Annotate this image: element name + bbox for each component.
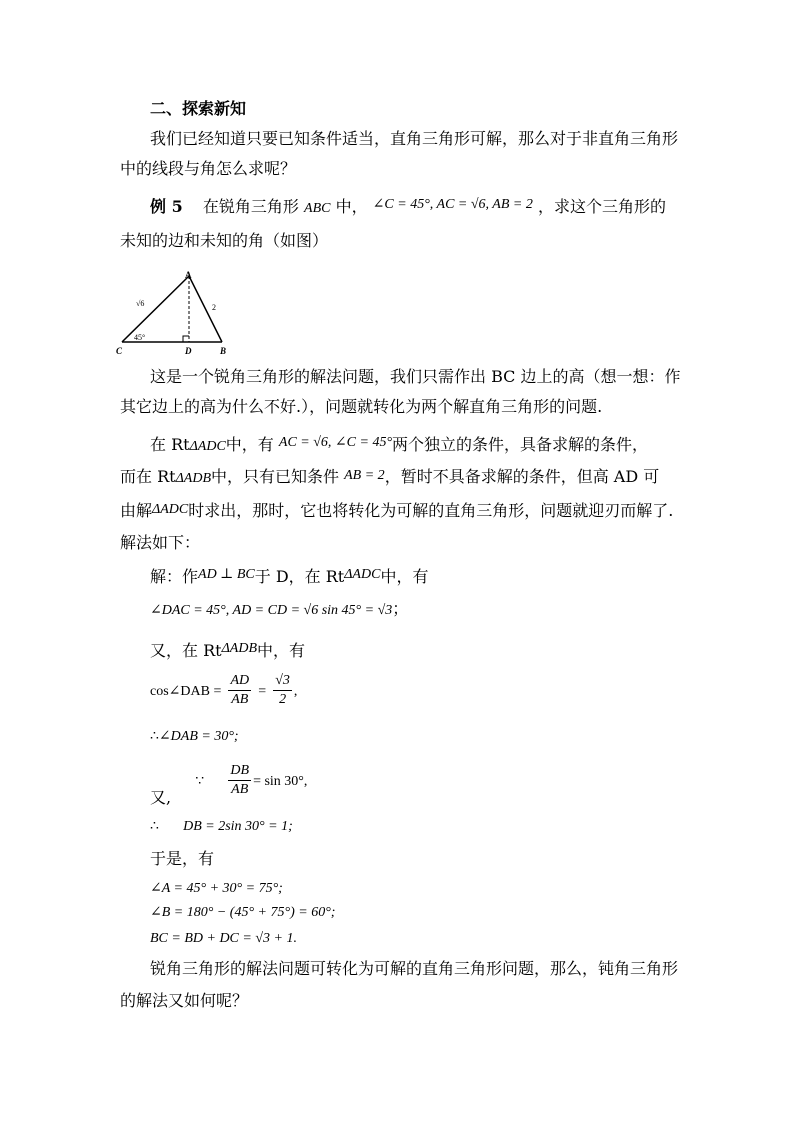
example5-line-2: 未知的边和未知的角（如图） <box>120 231 329 250</box>
para1-line-1: 这是一个锐角三角形的解法问题，我们只需作出 BC 边上的高（想一想：作 <box>150 367 681 386</box>
text: ，暂时不具备求解的条件，但高 AD 可 <box>384 467 660 486</box>
label-side-ab: 2 <box>212 303 216 312</box>
triangle-figure <box>112 270 242 360</box>
intro-line-1: 我们已经知道只要已知条件适当，直角三角形可解，那么对于非直角三角形 <box>150 129 679 148</box>
para2-line-4: 解法如下： <box>120 533 201 552</box>
equation: ∠DAB = 30°; <box>158 729 239 744</box>
cos-label: cos∠DAB = <box>150 684 222 699</box>
label-side-ac: √6 <box>136 299 145 308</box>
solution-line-5 <box>150 724 239 748</box>
text: 在 Rt <box>150 435 190 454</box>
solution-line-2 <box>150 598 408 622</box>
text: 中，有 <box>257 641 306 660</box>
example-label: 例 5 <box>150 197 183 216</box>
text: 两个独立的条件，具备求解的条件， <box>392 435 649 454</box>
example-text-a: 在锐角三角形 <box>202 197 299 216</box>
condition: AB = 2 <box>344 468 385 483</box>
equation: ∠DAC = 45°, AD = CD = √6 sin 45° = √3 <box>150 603 393 618</box>
denominator: 2 <box>279 692 287 707</box>
solution-line-11: BC = BD + DC = √3 + 1. <box>150 931 297 946</box>
because-symbol: ∵ <box>195 774 205 789</box>
label-c: C <box>116 346 123 356</box>
label-angle-c: 45° <box>134 333 146 342</box>
therefore-symbol: ∴ <box>150 819 159 834</box>
text: 又，在 Rt <box>150 641 222 660</box>
para1-line-2: 其它边上的高为什么不好.），问题就转化为两个解直角三角形的问题. <box>120 397 603 416</box>
numerator: DB <box>228 762 251 781</box>
equation: DB = 2sin 30° = 1; <box>183 819 293 834</box>
example5-line-1 <box>150 196 666 220</box>
closing-line-1: 锐角三角形的解法问题可转化为可解的直角三角形问题，那么，钝角三角形 <box>150 959 679 978</box>
para2-line-1 <box>150 434 648 458</box>
solution-line-8: 于是，有 <box>150 849 215 868</box>
triangle-adc: ΔADC <box>344 567 381 582</box>
para2-line-2 <box>120 466 659 490</box>
example-given: ∠C = 45°, AC = √6, AB = 2 <box>372 197 533 212</box>
solution-line-4 <box>150 672 297 709</box>
perpendicular: AD ⊥ BC <box>198 567 255 582</box>
solution-line-3 <box>150 640 305 664</box>
equation: = sin 30°, <box>253 774 308 789</box>
fraction <box>273 672 292 709</box>
denominator: AB <box>231 692 249 707</box>
example-triangle: ABC <box>304 201 331 216</box>
fraction <box>228 762 251 799</box>
label-d: D <box>185 346 192 356</box>
text: 而在 Rt <box>120 467 176 486</box>
condition: AC = √6, ∠C = 45° <box>278 435 393 450</box>
denominator: AB <box>231 782 249 797</box>
therefore-symbol: ∴ <box>150 729 159 744</box>
punct: ； <box>392 599 409 618</box>
numerator: √3 <box>273 672 292 691</box>
text: 中，有 <box>380 567 429 586</box>
label-a: A <box>185 270 192 280</box>
triangle-adc: ΔADC <box>189 439 226 454</box>
triangle-adb: ΔADB <box>221 641 258 656</box>
text: 于 D，在 Rt <box>254 567 345 586</box>
label-b: B <box>220 346 227 356</box>
triangle-adb: ΔADB <box>175 471 212 486</box>
side-ac <box>122 276 189 342</box>
text: 解：作 <box>150 567 199 586</box>
text: 中，有 <box>225 435 274 454</box>
intro-line-2: 中的线段与角怎么求呢？ <box>120 159 297 178</box>
solution-line-6 <box>150 762 308 807</box>
closing-line-2: 的解法又如何呢？ <box>120 991 249 1010</box>
text: 时求出，那时，它也将转化为可解的直角三角形，问题就迎刃而解了. <box>188 501 674 520</box>
para2-line-3 <box>120 500 673 524</box>
text: 又, <box>150 788 172 807</box>
punct: , <box>293 684 298 699</box>
fraction <box>228 672 251 709</box>
example-text-c: ，求这个三角形的 <box>537 197 666 216</box>
text: 由解 <box>120 501 153 520</box>
section-title: 二、探索新知 <box>150 99 247 118</box>
solution-line-10: ∠B = 180° − (45° + 75°) = 60°; <box>150 905 336 920</box>
example-text-b: 中， <box>335 197 368 216</box>
side-ab <box>189 276 222 342</box>
numerator: AD <box>228 672 251 691</box>
text: 中，只有已知条件 <box>211 467 340 486</box>
right-angle-mark <box>183 336 189 342</box>
triangle-adc: ΔADC <box>152 502 189 517</box>
solution-line-7 <box>150 814 293 838</box>
equals: = <box>258 684 267 699</box>
solution-line-1 <box>150 566 428 590</box>
solution-line-9: ∠A = 45° + 30° = 75°; <box>150 881 283 896</box>
